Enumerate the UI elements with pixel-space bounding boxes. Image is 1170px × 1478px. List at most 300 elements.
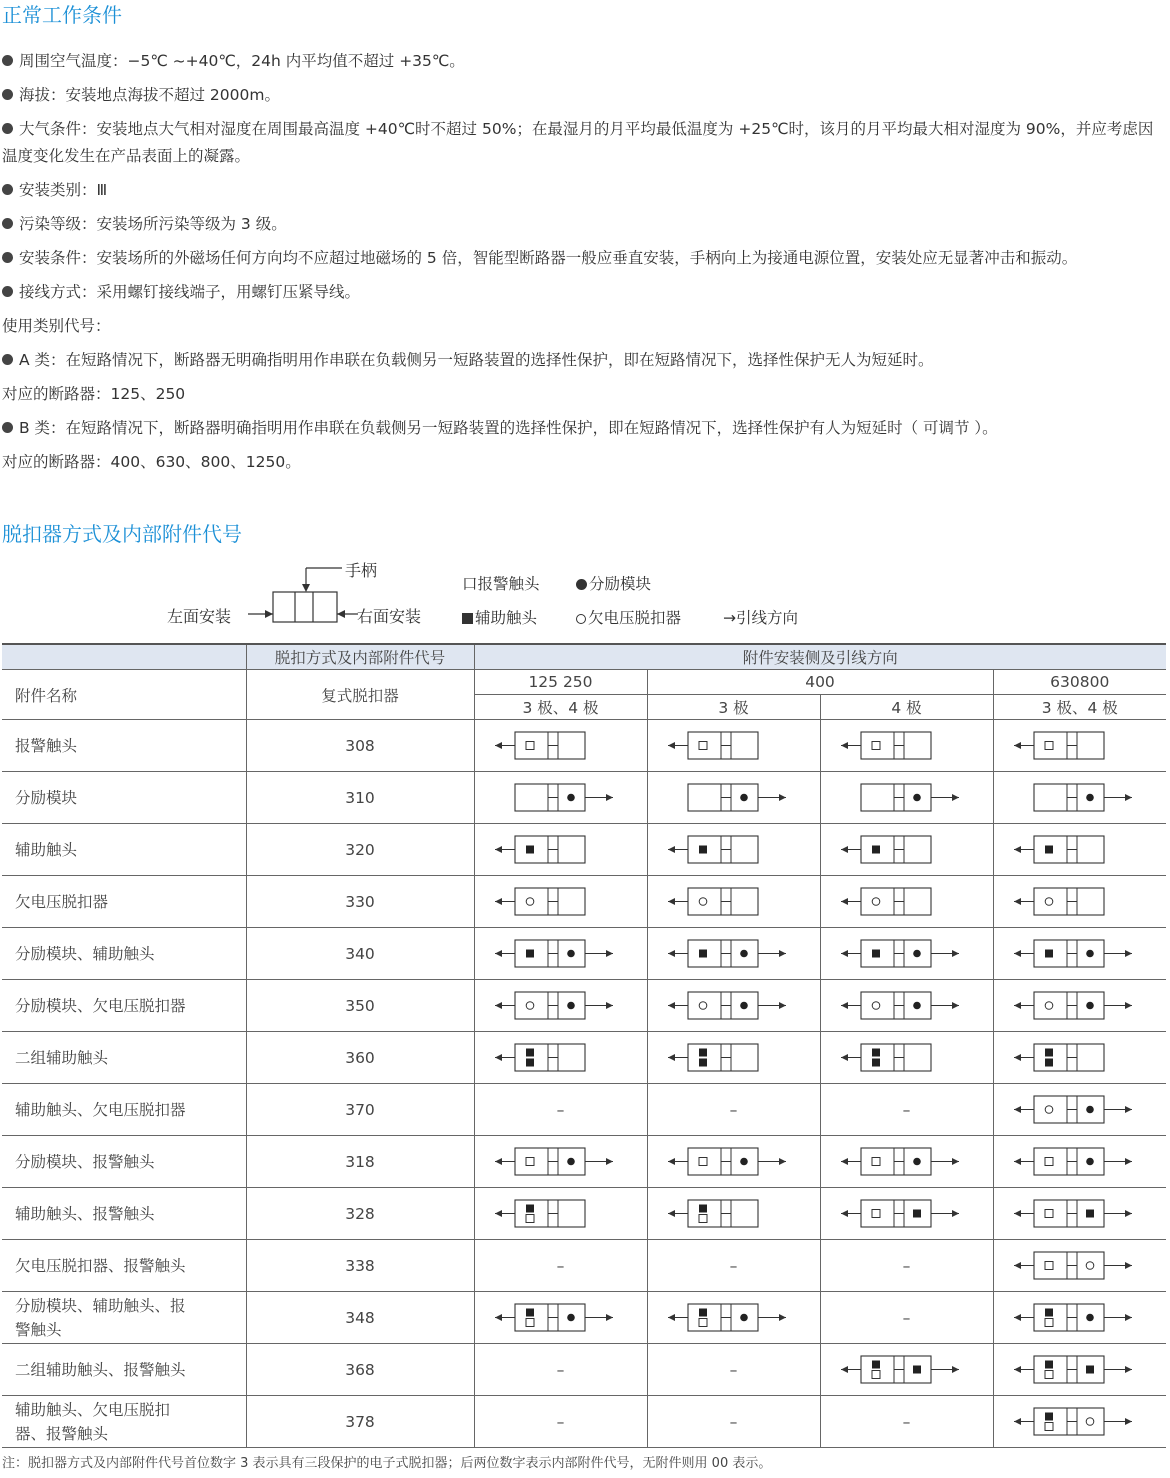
condition-text: 周围空气温度：−5℃ ~+40℃，24h 内平均值不超过 +35℃。 <box>19 52 465 70</box>
condition-item <box>2 173 1168 207</box>
accessory-table <box>2 643 1166 1448</box>
accessory-symbol <box>491 884 631 920</box>
arrow-left-icon <box>495 1314 502 1321</box>
alarm-contact-icon <box>872 1157 880 1165</box>
arrow-right-icon <box>1125 1262 1132 1269</box>
aux-contact-icon <box>1045 1360 1053 1368</box>
aux-contact-icon <box>872 1048 880 1056</box>
aux-contact-icon <box>1045 1058 1053 1066</box>
install-side-cell <box>820 1188 993 1240</box>
accessory-symbol <box>1010 936 1150 972</box>
alarm-contact-icon <box>1045 1209 1053 1217</box>
table-row <box>2 1084 1166 1136</box>
aux-contact-icon <box>526 1204 534 1212</box>
aux-contact-icon <box>526 1308 534 1316</box>
undervoltage-icon <box>1045 1105 1053 1113</box>
arrow-right-icon <box>606 1158 613 1165</box>
install-side-cell <box>993 720 1166 772</box>
undervoltage-icon <box>699 897 707 905</box>
release-code: 328 <box>246 1188 474 1240</box>
undervoltage-icon <box>872 897 880 905</box>
accessory-name: 分励模块 <box>2 772 246 824</box>
accessory-symbol <box>1010 1352 1150 1388</box>
arrow-left-icon <box>841 898 848 905</box>
table-row <box>2 1396 1166 1448</box>
install-side-cell <box>993 1032 1166 1084</box>
condition-item <box>2 445 1168 479</box>
aux-contact-icon <box>872 949 880 957</box>
alarm-contact-icon <box>872 1209 880 1217</box>
arrow-right-icon <box>952 1366 959 1373</box>
arrow-right-icon <box>779 1158 786 1165</box>
install-side-cell <box>474 1292 647 1344</box>
condition-item <box>2 275 1168 309</box>
install-side-cell <box>647 1344 820 1396</box>
arrow-right-icon <box>606 1002 613 1009</box>
aux-contact-icon <box>699 949 707 957</box>
install-side-cell <box>993 1344 1166 1396</box>
aux-contact-icon <box>526 845 534 853</box>
install-side-cell <box>820 1344 993 1396</box>
arrow-right-icon <box>1125 1418 1132 1425</box>
install-side-cell <box>820 772 993 824</box>
install-side-cell <box>647 1188 820 1240</box>
arrow-right-icon <box>952 794 959 801</box>
header-frame-630800: 630800 <box>993 670 1166 695</box>
aux-contact-icon <box>526 1058 534 1066</box>
condition-item <box>2 411 1168 445</box>
header-blank <box>2 644 246 670</box>
alarm-contact-icon <box>699 1214 707 1222</box>
arrow-right-icon <box>1125 794 1132 801</box>
install-side-cell <box>474 876 647 928</box>
release-code: 368 <box>246 1344 474 1396</box>
shunt-module-icon <box>567 949 575 957</box>
release-code: 370 <box>246 1084 474 1136</box>
install-side-cell <box>474 1344 647 1396</box>
accessory-symbol <box>664 936 804 972</box>
shunt-module-icon <box>740 949 748 957</box>
shunt-module-icon <box>913 1157 921 1165</box>
shunt-module-icon <box>567 793 575 801</box>
condition-text: B 类：在短路情况下，断路器明确指明用作串联在负载侧另一短路装置的选择性保护，即在短路情况下，选择性保护有人为短延时（ 可调节 ）。 <box>19 419 998 437</box>
table-row <box>2 928 1166 980</box>
header-frame-400: 400 <box>647 670 993 695</box>
install-side-cell <box>820 1240 993 1292</box>
arrow-left-icon <box>1014 1262 1021 1269</box>
alarm-contact-icon <box>1045 1422 1053 1430</box>
arrow-left-icon <box>1014 1054 1021 1061</box>
handle-label: 手柄 <box>345 561 378 580</box>
arrow-left-icon <box>1014 1106 1021 1113</box>
accessory-name: 辅助触头、欠电压脱扣器、报警触头 <box>2 1396 246 1448</box>
arrow-left-icon <box>495 950 502 957</box>
install-side-cell <box>474 1396 647 1448</box>
undervoltage-icon <box>1086 1261 1094 1269</box>
shunt-module-icon <box>740 1001 748 1009</box>
shunt-module-icon <box>740 1313 748 1321</box>
aux-contact-icon <box>1086 1209 1094 1217</box>
accessory-symbol <box>1010 1404 1150 1440</box>
arrow-left-icon <box>668 742 675 749</box>
header-pole-3: 4 极 <box>820 695 993 720</box>
accessory-symbol <box>664 728 804 764</box>
arrow-left-icon <box>841 742 848 749</box>
install-side-cell <box>474 1032 647 1084</box>
install-side-cell <box>820 720 993 772</box>
install-side-cell <box>993 1188 1166 1240</box>
aux-contact-icon <box>699 1058 707 1066</box>
arrow-left-icon <box>841 950 848 957</box>
arrow-left-icon <box>668 1158 675 1165</box>
not-available-dash: – <box>729 1100 738 1119</box>
accessory-symbol <box>1010 988 1150 1024</box>
bullet-icon <box>2 422 13 433</box>
release-code: 350 <box>246 980 474 1032</box>
undervoltage-icon <box>872 1001 880 1009</box>
accessory-name: 欠电压脱扣器 <box>2 876 246 928</box>
alarm-contact-icon <box>872 741 880 749</box>
release-code: 308 <box>246 720 474 772</box>
legend-undervoltage: 欠电压脱扣器 <box>576 606 681 628</box>
install-side-cell <box>993 1396 1166 1448</box>
bullet-icon <box>2 252 13 263</box>
accessory-symbol <box>1010 780 1150 816</box>
install-side-cell <box>474 824 647 876</box>
arrow-right-icon <box>952 1002 959 1009</box>
alarm-contact-icon <box>872 1370 880 1378</box>
accessory-symbol <box>837 936 977 972</box>
accessory-name: 欠电压脱扣器、报警触头 <box>2 1240 246 1292</box>
header-code-group: 脱扣方式及内部附件代号 <box>246 644 474 670</box>
arrow-left-icon <box>1014 1314 1021 1321</box>
legend-shunt: 分励模块 <box>576 572 651 594</box>
accessory-name: 辅助触头 <box>2 824 246 876</box>
arrow-right-icon <box>952 950 959 957</box>
arrow-left-icon <box>495 1002 502 1009</box>
legend-direction: →引线方向 <box>723 609 798 627</box>
shunt-module-icon <box>740 793 748 801</box>
bullet-icon <box>2 123 13 134</box>
accessory-symbol <box>491 988 631 1024</box>
undervoltage-icon <box>526 897 534 905</box>
not-available-dash: – <box>556 1360 565 1379</box>
right-install-label: 右面安装 <box>357 607 422 626</box>
condition-item <box>2 78 1168 112</box>
alarm-contact-icon <box>1045 1318 1053 1326</box>
arrow-right-icon <box>952 1210 959 1217</box>
accessory-symbol <box>837 1144 977 1180</box>
aux-contact-icon <box>1045 1308 1053 1316</box>
install-side-cell <box>820 824 993 876</box>
accessory-symbol <box>491 1196 631 1232</box>
legend-aux: 辅助触头 <box>462 606 537 628</box>
condition-text: 安装条件：安装场所的外磁场任何方向均不应超过地磁场的 5 倍，智能型断路器一般应垂直安装，手柄向上为接通电源位置，安装处应无显著冲击和振动。 <box>19 249 1078 267</box>
arrow-left-icon <box>1014 1158 1021 1165</box>
accessory-symbol <box>491 1300 631 1336</box>
shunt-module-icon <box>1086 949 1094 957</box>
aux-contact-icon <box>1045 949 1053 957</box>
install-side-cell <box>647 1084 820 1136</box>
condition-text: 大气条件：安装地点大气相对湿度在周围最高温度 +40℃时不超过 50%；在最湿月的月平均最低温度为 +25℃时，该月的月平均最大相对湿度为 90%，并应考虑因温度变化发生在产品表面上的凝露。 <box>2 120 1154 165</box>
accessory-symbol <box>837 1352 977 1388</box>
arrow-left-icon <box>668 1314 675 1321</box>
alarm-contact-icon <box>526 1318 534 1326</box>
arrow-right-icon <box>779 1314 786 1321</box>
release-code: 378 <box>246 1396 474 1448</box>
release-code: 348 <box>246 1292 474 1344</box>
table-row <box>2 1136 1166 1188</box>
arrow-left-icon <box>1014 950 1021 957</box>
accessory-name: 分励模块、欠电压脱扣器 <box>2 980 246 1032</box>
not-available-dash: – <box>556 1412 565 1431</box>
install-side-cell <box>993 824 1166 876</box>
arrow-left-icon <box>495 898 502 905</box>
arrow-right-icon <box>606 794 613 801</box>
arrow-right-icon <box>1125 1314 1132 1321</box>
undervoltage-icon <box>1045 897 1053 905</box>
install-side-cell <box>993 1292 1166 1344</box>
accessory-symbol <box>664 1144 804 1180</box>
breaker-outline-icon <box>240 560 360 630</box>
arrow-left-icon <box>668 1210 675 1217</box>
arrow-right-icon <box>1125 950 1132 957</box>
install-side-cell <box>474 1188 647 1240</box>
aux-contact-icon <box>913 1365 921 1373</box>
install-side-cell <box>647 772 820 824</box>
arrow-right-icon <box>779 794 786 801</box>
install-side-cell <box>647 1136 820 1188</box>
arrow-left-icon <box>1014 1418 1021 1425</box>
accessory-symbol <box>1010 728 1150 764</box>
arrow-left-icon <box>495 1054 502 1061</box>
accessory-symbol <box>491 1144 631 1180</box>
accessory-name: 辅助触头、报警触头 <box>2 1188 246 1240</box>
arrow-left-icon <box>668 846 675 853</box>
shunt-module-icon <box>913 793 921 801</box>
not-available-dash: – <box>902 1100 911 1119</box>
filled-square-icon <box>462 613 473 624</box>
install-side-cell <box>474 720 647 772</box>
accessory-symbol <box>1010 1040 1150 1076</box>
accessory-symbol <box>491 936 631 972</box>
shunt-module-icon <box>913 949 921 957</box>
undervoltage-icon <box>699 1001 707 1009</box>
accessory-symbol <box>837 832 977 868</box>
accessory-symbol <box>491 780 631 816</box>
arrow-left-icon <box>495 742 502 749</box>
arrow-right-icon <box>606 950 613 957</box>
table-row <box>2 1188 1166 1240</box>
accessory-symbol <box>491 1040 631 1076</box>
arrow-left-icon <box>495 1158 502 1165</box>
install-side-cell <box>820 876 993 928</box>
install-side-cell <box>647 1032 820 1084</box>
accessory-name: 辅助触头、欠电压脱扣器 <box>2 1084 246 1136</box>
shunt-module-icon <box>567 1313 575 1321</box>
release-code: 360 <box>246 1032 474 1084</box>
accessory-symbol <box>1010 1144 1150 1180</box>
table-row <box>2 1292 1166 1344</box>
arrow-right-icon <box>1125 1002 1132 1009</box>
install-side-cell <box>820 1136 993 1188</box>
shunt-module-icon <box>1086 1157 1094 1165</box>
install-side-cell <box>993 772 1166 824</box>
install-side-cell <box>474 772 647 824</box>
condition-text: 对应的断路器：125、250 <box>2 385 186 403</box>
aux-contact-icon <box>1045 845 1053 853</box>
accessory-name: 报警触头 <box>2 720 246 772</box>
condition-item <box>2 44 1168 78</box>
alarm-contact-icon <box>1045 1261 1053 1269</box>
arrow-right-icon <box>1125 1106 1132 1113</box>
bullet-icon <box>2 354 13 365</box>
open-circle-icon <box>576 614 586 624</box>
aux-contact-icon <box>913 1209 921 1217</box>
install-side-cell <box>820 928 993 980</box>
accessory-symbol <box>1010 884 1150 920</box>
arrow-left-icon <box>841 1054 848 1061</box>
shunt-module-icon <box>567 1001 575 1009</box>
alarm-contact-icon <box>699 1157 707 1165</box>
not-available-dash: – <box>902 1256 911 1275</box>
table-row <box>2 772 1166 824</box>
accessory-symbol <box>664 832 804 868</box>
not-available-dash: – <box>902 1308 911 1327</box>
accessory-symbol <box>1010 1092 1150 1128</box>
accessory-symbol <box>1010 1300 1150 1336</box>
header-pole-4: 3 极、4 极 <box>993 695 1166 720</box>
header-name-col: 附件名称 <box>2 670 246 720</box>
header-pole-1: 3 极、4 极 <box>474 695 647 720</box>
alarm-contact-icon <box>1045 1157 1053 1165</box>
accessory-symbol <box>664 1196 804 1232</box>
arrow-left-icon <box>668 898 675 905</box>
filled-circle-icon <box>576 579 587 590</box>
arrow-right-icon <box>779 950 786 957</box>
not-available-dash: – <box>902 1412 911 1431</box>
bullet-icon <box>2 286 13 297</box>
alarm-contact-icon <box>1045 741 1053 749</box>
arrow-right-icon <box>952 1158 959 1165</box>
condition-text: 污染等级：安装场所污染等级为 3 级。 <box>19 215 287 233</box>
arrow-right-icon <box>1125 1210 1132 1217</box>
arrow-left-icon <box>1014 742 1021 749</box>
shunt-module-icon <box>913 1001 921 1009</box>
shunt-module-icon <box>1086 1313 1094 1321</box>
bullet-icon <box>2 218 13 229</box>
aux-contact-icon <box>526 1048 534 1056</box>
install-side-cell <box>993 1084 1166 1136</box>
condition-item <box>2 377 1168 411</box>
install-side-cell <box>474 1136 647 1188</box>
condition-item <box>2 207 1168 241</box>
install-side-cell <box>820 1292 993 1344</box>
condition-text: 安装类别：Ⅲ <box>19 181 108 199</box>
install-side-cell <box>820 1032 993 1084</box>
not-available-dash: – <box>556 1256 565 1275</box>
arrow-left-icon <box>841 846 848 853</box>
condition-text: 使用类别代号： <box>2 317 111 335</box>
bullet-icon <box>2 89 13 100</box>
arrow-left-icon <box>841 1158 848 1165</box>
header-frame-125-250: 125 250 <box>474 670 647 695</box>
release-code: 318 <box>246 1136 474 1188</box>
install-side-cell <box>474 980 647 1032</box>
not-available-dash: – <box>729 1360 738 1379</box>
accessory-symbol <box>664 988 804 1024</box>
install-side-cell <box>820 980 993 1032</box>
install-side-cell <box>993 1240 1166 1292</box>
condition-text: 对应的断路器：400、630、800、1250。 <box>2 453 301 471</box>
arrow-left-icon <box>1014 1002 1021 1009</box>
arrow-left-icon <box>1014 898 1021 905</box>
alarm-contact-icon <box>526 1157 534 1165</box>
footnote: 注：脱扣器方式及内部附件代号首位数字 3 表示具有三段保护的电子式脱扣器；后两位数字表示内部附件代号，无附件则用 00 表示。 <box>2 1456 772 1471</box>
shunt-module-icon <box>567 1157 575 1165</box>
accessory-symbol <box>491 728 631 764</box>
table-row <box>2 1344 1166 1396</box>
arrow-left-icon <box>841 1366 848 1373</box>
release-code: 320 <box>246 824 474 876</box>
header-pole-2: 3 极 <box>647 695 820 720</box>
install-side-cell <box>993 1136 1166 1188</box>
accessory-name: 二组辅助触头、报警触头 <box>2 1344 246 1396</box>
install-side-cell <box>647 824 820 876</box>
table-row <box>2 1032 1166 1084</box>
working-conditions-list <box>2 44 1168 479</box>
not-available-dash: – <box>729 1412 738 1431</box>
install-side-cell <box>647 1240 820 1292</box>
aux-contact-icon <box>699 1204 707 1212</box>
install-side-cell <box>820 1084 993 1136</box>
accessory-symbol <box>837 1196 977 1232</box>
bullet-icon <box>2 184 13 195</box>
arrow-left-icon <box>495 846 502 853</box>
aux-contact-icon <box>526 949 534 957</box>
install-side-cell <box>647 980 820 1032</box>
condition-text: 海拔：安装地点海拔不超过 2000m。 <box>19 86 280 104</box>
alarm-contact-icon <box>699 741 707 749</box>
undervoltage-icon <box>526 1001 534 1009</box>
accessory-symbol <box>664 780 804 816</box>
install-side-cell <box>647 720 820 772</box>
legend-alarm: 口报警触头 <box>462 575 540 593</box>
arrow-left-icon <box>495 1210 502 1217</box>
shunt-module-icon <box>740 1157 748 1165</box>
accessory-symbol <box>837 988 977 1024</box>
accessory-name: 二组辅助触头 <box>2 1032 246 1084</box>
alarm-contact-icon <box>526 1214 534 1222</box>
condition-text: 接线方式：采用螺钉接线端子，用螺钉压紧导线。 <box>19 283 361 301</box>
install-side-cell <box>820 1396 993 1448</box>
release-code: 340 <box>246 928 474 980</box>
condition-item <box>2 309 1168 343</box>
aux-contact-icon <box>699 845 707 853</box>
aux-contact-icon <box>1045 1412 1053 1420</box>
accessory-name: 分励模块、辅助触头 <box>2 928 246 980</box>
arrow-left-icon <box>1014 846 1021 853</box>
table-row <box>2 824 1166 876</box>
arrow-right-icon <box>1125 1366 1132 1373</box>
left-install-label: 左面安装 <box>167 607 232 626</box>
undervoltage-icon <box>1086 1417 1094 1425</box>
accessory-symbol <box>837 728 977 764</box>
aux-contact-icon <box>872 1360 880 1368</box>
arrow-right-icon <box>1125 1158 1132 1165</box>
arrow-left-icon <box>841 1210 848 1217</box>
alarm-contact-icon <box>1045 1370 1053 1378</box>
